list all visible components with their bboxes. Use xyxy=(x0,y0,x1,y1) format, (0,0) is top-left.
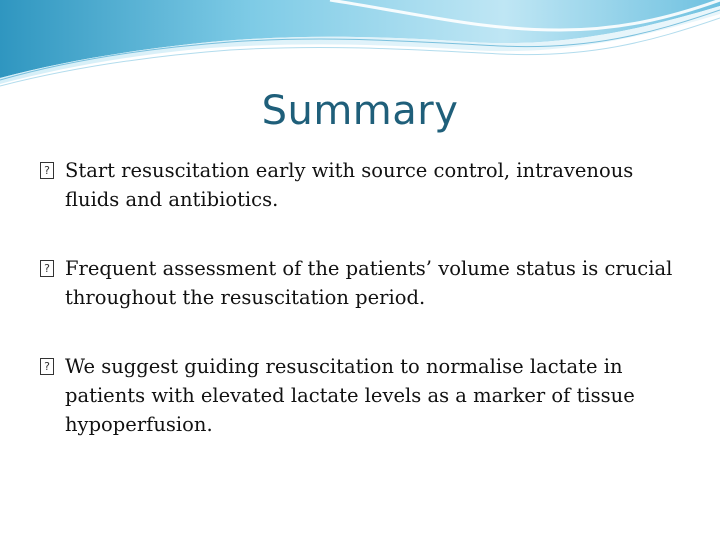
bullet-text: Frequent assessment of the patients’ volume status is crucial throughout the resuscitation period. xyxy=(65,257,673,309)
header-wave-decoration xyxy=(0,0,720,90)
bullet-text: Start resuscitation early with source control, intravenous fluids and antibiotics. xyxy=(65,159,634,211)
unknown-glyph-bullet-icon: ? xyxy=(40,162,54,179)
slide-title: Summary xyxy=(261,88,459,134)
bullet-item xyxy=(40,352,690,439)
bullet-item xyxy=(40,254,690,312)
unknown-glyph-bullet-icon: ? xyxy=(40,260,54,277)
unknown-glyph-bullet-icon: ? xyxy=(40,358,54,375)
bullet-text: We suggest guiding resuscitation to normalise lactate in patients with elevated lactate levels as a marker of tissue hypoperfusion. xyxy=(65,355,635,436)
bullet-list xyxy=(40,156,690,479)
bullet-item xyxy=(40,156,690,214)
